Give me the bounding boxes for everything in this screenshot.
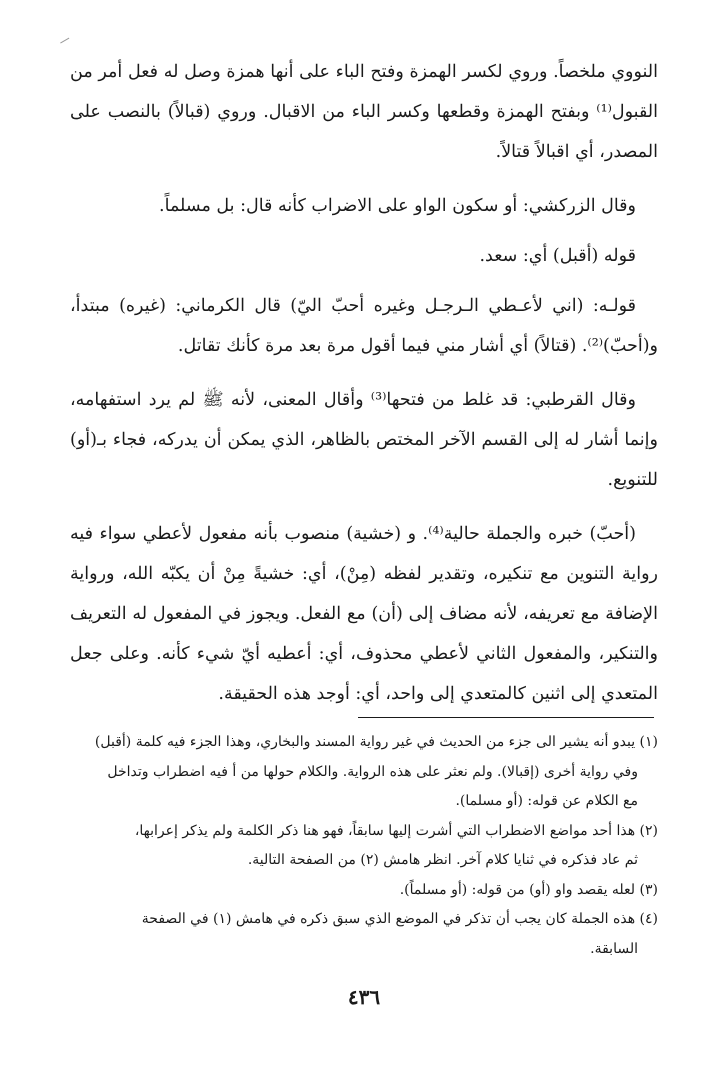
footnote-1-line-2: وفي رواية أخرى (إقبالا). ولم نعثر على هذه الرواية. والكلام حولها من أ فيه اضطراب وتداخل [107,763,638,780]
footnote-1-line-1: (١) يبدو أنه يشير الى جزء من الحديث في غير رواية المسند والبخاري، وهذا الجزء فيه كلمة (أقبل) [94,734,658,750]
paragraph-6: (أحبّ) خبره والجملة حالية⁽⁴⁾. و (خشية) منصوب بأنه مفعول لأعطي سواء فيه رواية التنوين مع تنكيره، وتقدير لفظه (مِنْ)، أي: خشيةً مِنْ أن يكبّه الله، ورواية الإضافة مع تعريفه، لأنه مضاف إلى (أن) مع الفعل. ويجوز في المفعول له التعريف والتنكير، والمفعول الثاني لأعطي محذوف، أي: أعطيه أيّ شيء كأنه. وعلى جعل المتعدي إلى اثنين كالمتعدي إلى واحد، أي: أوجد هذه الحقيقة. [70,524,658,704]
footnote-separator [358,717,654,718]
footnote-2-line-2: ثم عاد فذكره في ثنايا كلام آخر. انظر هامش (٢) من الصفحة التالية. [247,852,638,868]
footnote-1-line-3: مع الكلام عن قوله: (أو مسلما). [455,793,638,809]
footnote-4 [70,905,658,964]
footnote-3 [70,876,658,906]
footnote-1 [70,728,658,817]
page-number: ٤٣٦ [347,985,381,1009]
footnote-4-line-1: (٤) هذه الجملة كان يجب أن تذكر في الموضع الذي سبق ذكره في هامش (١) في الصفحة [141,911,658,927]
footnotes [70,728,658,964]
paragraph-2: وقال الزركشي: أو سكون الواو على الاضراب كأنه قال: بل مسلماً. [159,196,636,216]
paragraph-3: قوله (أقبل) أي: سعد. [479,246,636,266]
paragraph-4: قولـه: (اني لأعـطي الـرجـل وغيره أحبّ اليّ) قال الكرماني: (غيره) مبتدأ، و(أحبّ)⁽²⁾. (قتالاً) أي أشار مني فيما أقول مرة بعد مرة كأنك تقاتل. [70,296,658,356]
footnote-3-line-1: (٣) لعله يقصد واو (أو) من قوله: (أو مسلماً). [399,881,658,898]
scan-mark [60,38,70,45]
footnote-2-line-1: (٢) هذا أحد مواضع الاضطراب التي أشرت إليها سابقاً، فهو هنا ذكر الكلمة ولم يذكر إعرابها، [134,822,658,839]
footnote-2 [70,817,658,876]
paragraph-5: وقال القرطبي: قد غلط من فتحها⁽³⁾ وأقال المعنى، لأنه ﷺ لم يرد استفهامه، وإنما أشار له إلى القسم الآخر المختص بالظاهر، الذي يمكن أن يدركه، فجاء بـ(أو) للتنويع. [70,390,658,490]
footnote-4-line-2: السابقة. [590,940,638,957]
paragraph-1: النووي ملخصاً. وروي لكسر الهمزة وفتح الباء على أنها همزة وصل له فعل أمر من القبول⁽¹⁾ وبفتح الهمزة وقطعها وكسر الباء من الاقبال. وروي (قبالاً) بالنصب على المصدر، أي اقبالاً قتالاً. [70,62,658,162]
